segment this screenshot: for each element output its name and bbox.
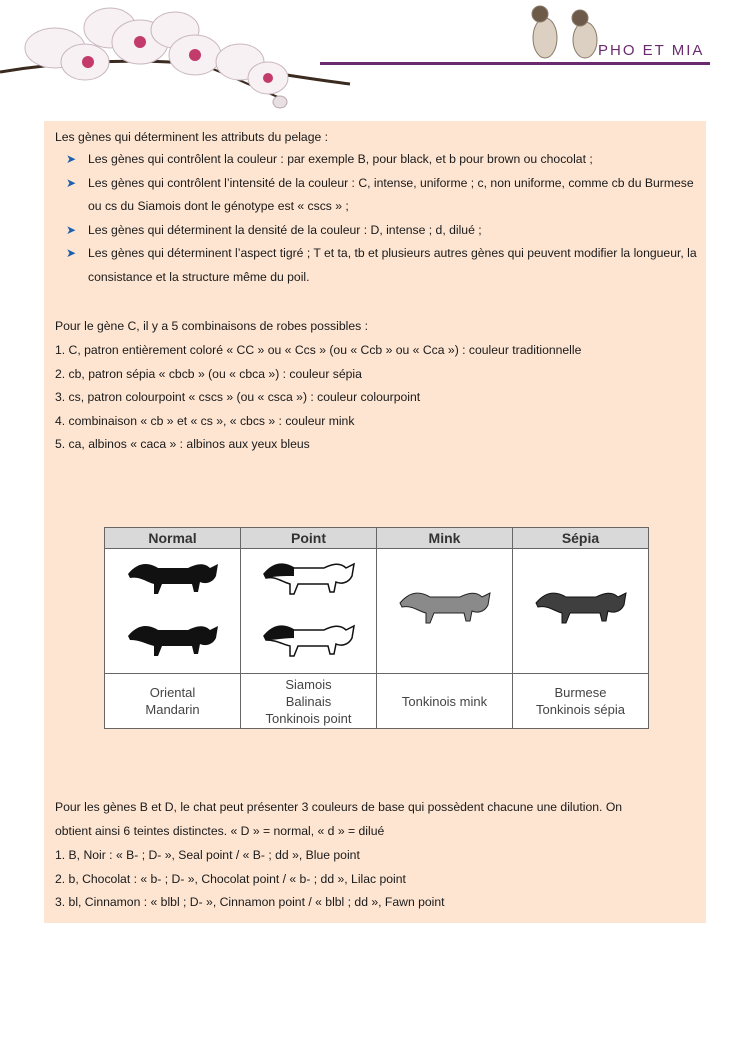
bullet-text: Les gènes qui contrôlent l’intensité de la couleur : C, intense, uniforme ; c, non uniforme, comme cb du Burmese ou cs du Siamois dont le génotype est « cscs » ; [88,175,694,214]
breed-name: Tonkinois point [265,710,352,726]
list-item: 2. b, Chocolat : « b- ; D- », Chocolat point / « b- ; dd », Lilac point [55,871,406,886]
breed-name: Tonkinois sépia [536,702,625,717]
list-item: 3. cs, patron colourpoint « cscs » (ou « csca ») : couleur colourpoint [55,390,421,405]
bullet-item [66,219,706,243]
coat-pattern-table [104,527,649,729]
normal-cat-images [105,549,241,674]
mink-cat-image [377,549,513,674]
breeds-mink [377,674,513,729]
gene-bd-list [55,844,445,915]
breed-name: Tonkinois mink [401,693,488,709]
breed-name: Mandarin [145,702,200,717]
list-item: 1. B, Noir : « B- ; D- », Seal point / « B- ; dd », Blue point [55,848,360,862]
gene-bullet-list [66,148,706,290]
mink-cat-silhouette-icon [390,579,500,639]
list-item: 4. combinaison « cb » et « cs », « cbcs » : couleur mink [55,413,355,428]
arrow-bullet-icon: ➤ [66,175,77,190]
gene-c-list [55,339,581,457]
bullet-item [66,242,706,289]
header-rule [320,62,710,65]
gene-bd-line2: obtient ainsi 6 teintes distinctes. « D » = normal, « d » = dilué [55,824,385,838]
black-cat-silhouettes-icon [118,554,228,664]
list-item: 1. C, patron entièrement coloré « CC » ou « Ccs » (ou « Ccb » ou « Cca ») : couleur traditionnelle [55,343,582,357]
list-item: 3. bl, Cinnamon : « blbl ; D- », Cinnamon point / « blbl ; dd », Fawn point [55,895,445,910]
breeds-normal [105,674,241,729]
intro-heading: Les gènes qui déterminent les attributs du pelage : [55,130,329,144]
breeds-point [241,674,377,729]
arrow-bullet-icon: ➤ [66,222,77,237]
sepia-cat-image [513,549,649,674]
bullet-text: Les gènes qui contrôlent la couleur : par exemple B, pour black, et b pour brown ou chocolat ; [88,152,593,166]
brand-name: PHO ET MIA [598,42,705,59]
bullet-text: Les gènes qui déterminent l’aspect tigré ; T et ta, tb et plusieurs autres gènes qui peuvent modifier la longueur, la consistance et la structure même du poil. [88,246,697,284]
breed-name: Siamois [285,676,332,692]
list-item: 2. cb, patron sépia « cbcb » (ou « cbca ») : couleur sépia [55,366,362,381]
sepia-cat-silhouette-icon [526,579,636,639]
arrow-bullet-icon: ➤ [66,246,77,261]
breed-name: Oriental [149,685,196,700]
column-header-point: Point [241,528,377,549]
bullet-item [66,148,706,172]
gene-bd-line1: Pour les gènes B et D, le chat peut présenter 3 couleurs de base qui possèdent chacune une dilution. On [55,800,623,814]
bullet-text: Les gènes qui déterminent la densité de la couleur : D, intense ; d, dilué ; [88,222,482,237]
breeds-sepia [513,674,649,729]
breed-name: Balinais [285,693,332,709]
column-header-sepia: Sépia [513,528,649,549]
page-header [0,0,751,115]
point-cat-images [241,549,377,674]
column-header-mink: Mink [377,528,513,549]
breed-name: Burmese [554,685,607,700]
bullet-item [66,172,706,219]
column-header-normal: Normal [105,528,241,549]
arrow-bullet-icon: ➤ [66,152,77,166]
gene-c-heading: Pour le gène C, il y a 5 combinaisons de robes possibles : [55,319,368,333]
list-item: 5. ca, albinos « caca » : albinos aux yeux bleus [55,437,310,452]
point-cat-silhouettes-icon [254,554,364,664]
